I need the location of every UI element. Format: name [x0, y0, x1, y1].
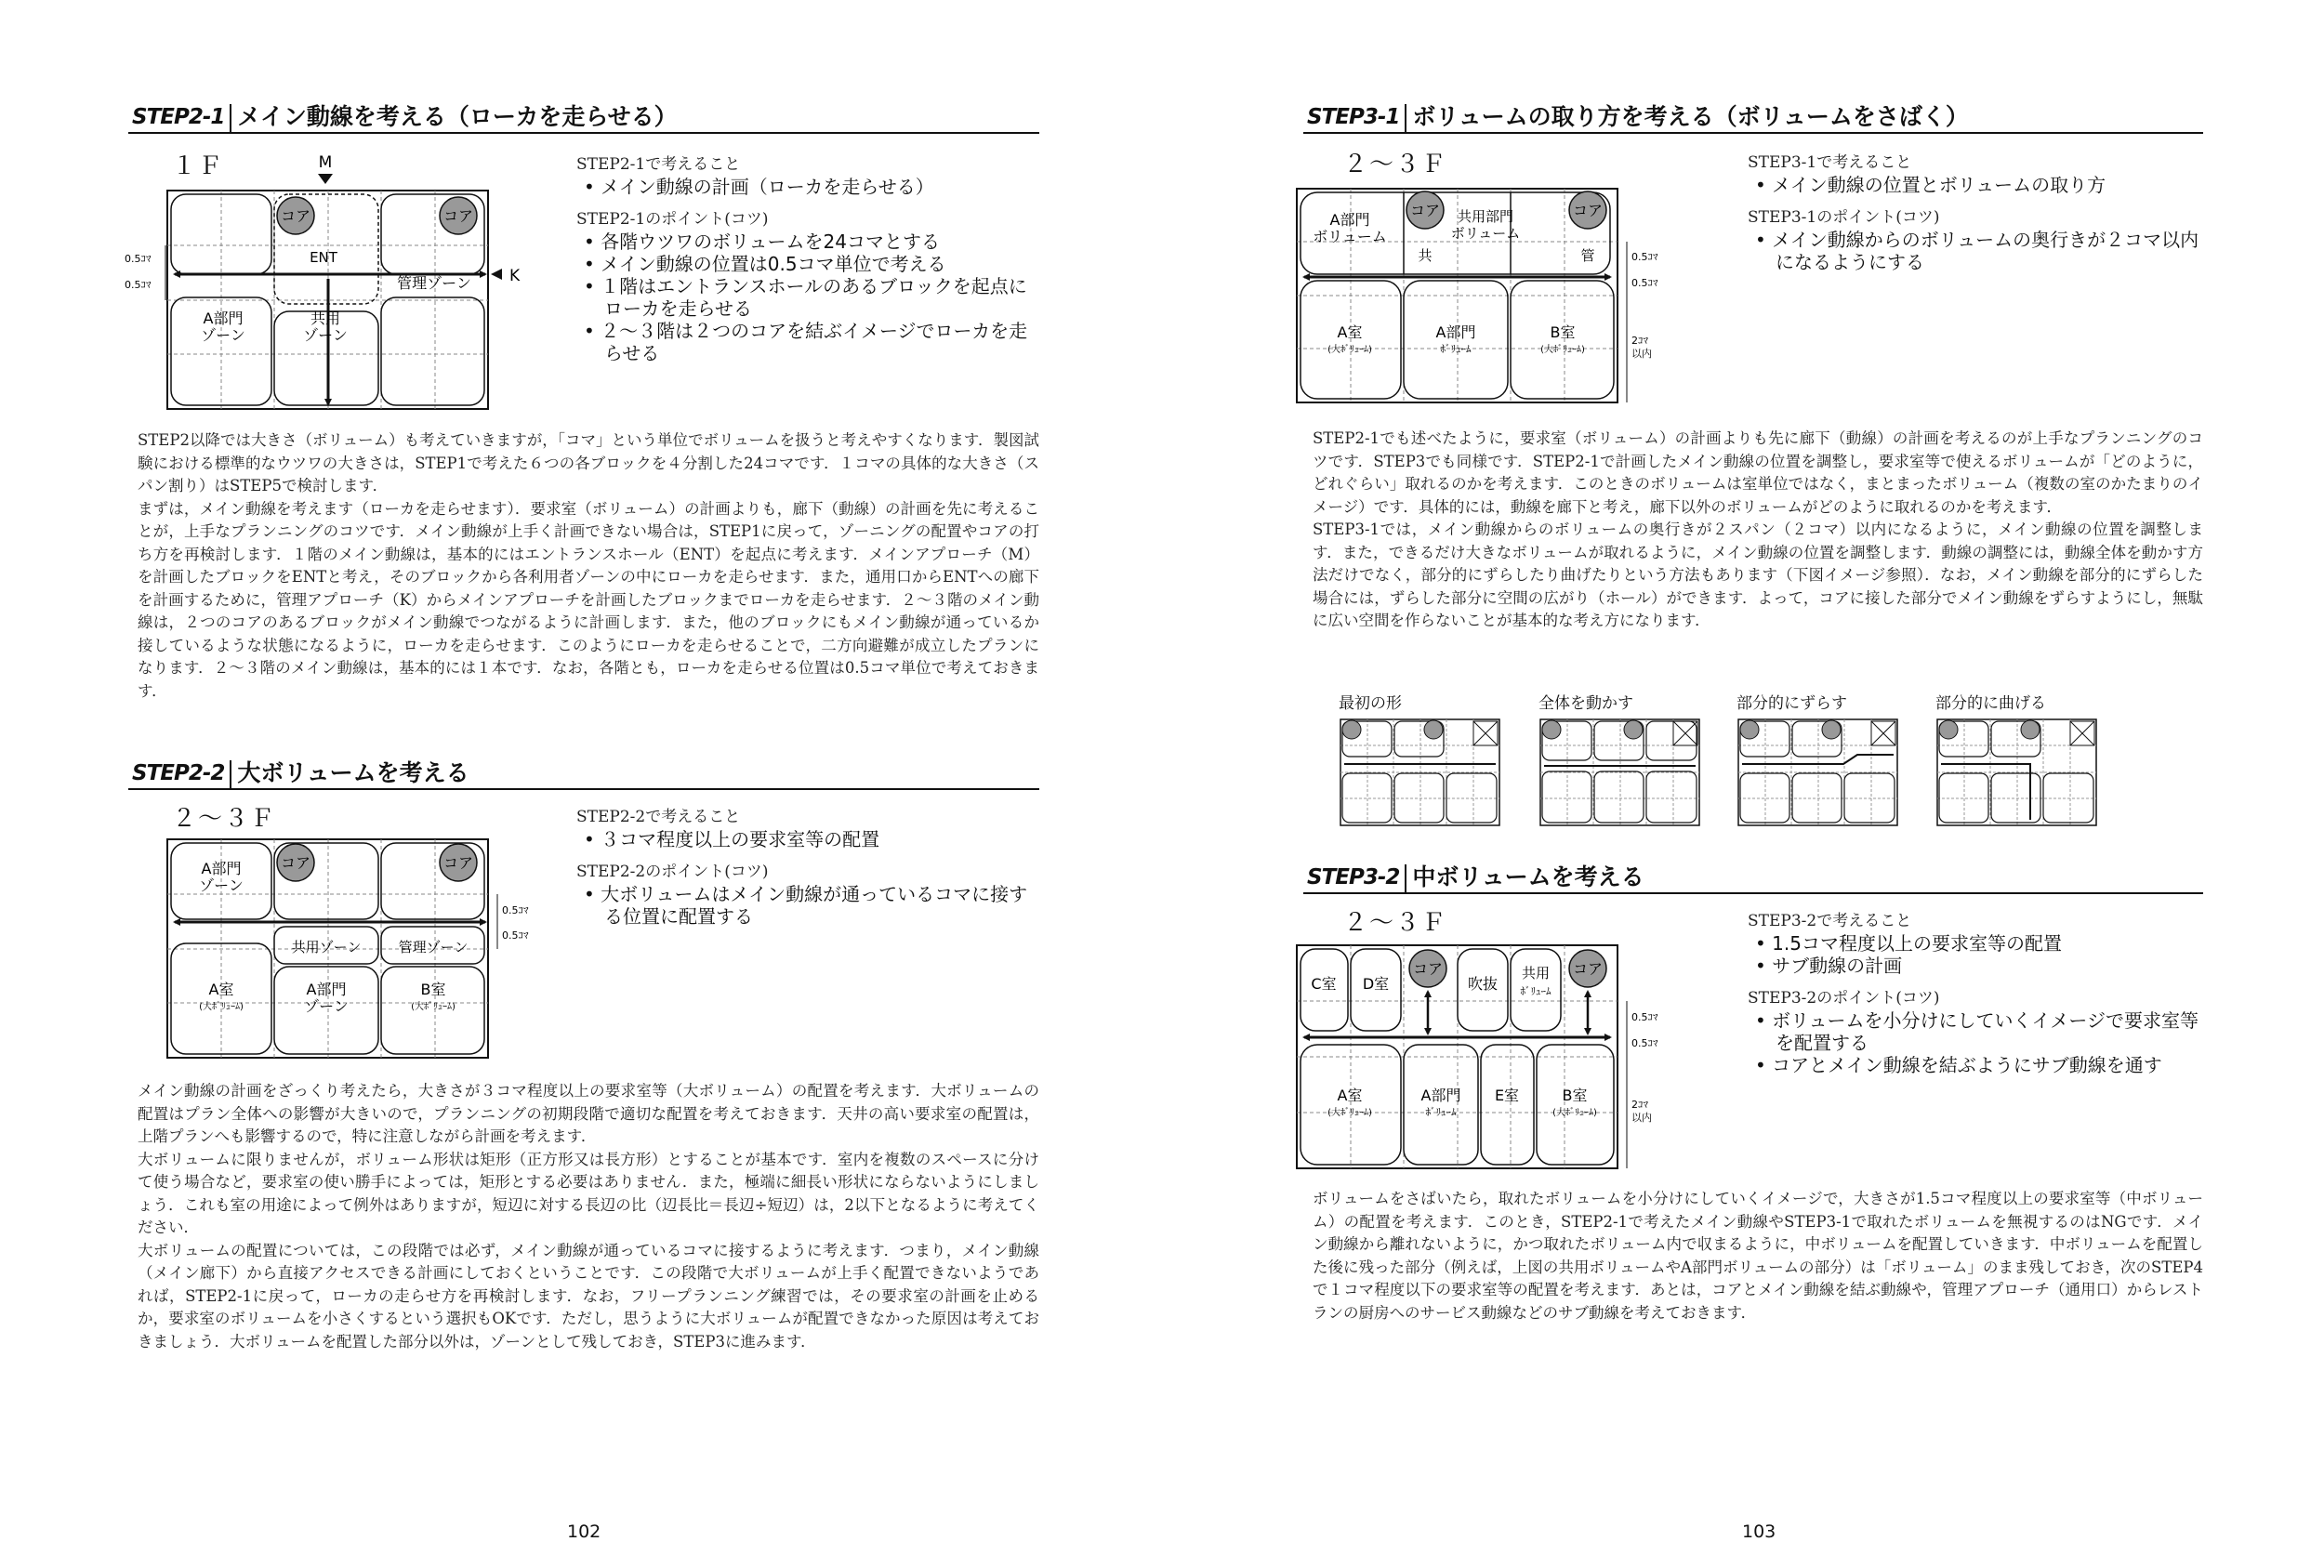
dimension-label: 0.5ｺﾏ — [1631, 277, 1658, 289]
core-label: コア — [1572, 960, 1604, 978]
main-approach-label: M — [318, 153, 333, 172]
core-label: コア — [1412, 960, 1444, 978]
step-notes — [576, 799, 1041, 928]
section-title: 大ボリュームを考える — [237, 759, 469, 786]
paragraph: 大ボリュームの配置については，この段階では必ず，メイン動線が通っているコマに接するように考えます．つまり，メイン動線（メイン廊下）から直接アクセスできる計画にしておくということです．この段階で大ボリュームが上手く配置できないようであれば，STEP2-1に戻って，ローカの走らせ方を再検討します．なお，フリープランニング練習では，その要求室の計画を止めるか，要求室のボリュームを小さくするという選択もOKです．ただし，思うように大ボリュームが配置できなかった原因は考えておきましょう．大ボリュームを配置した部分以外は，ゾーンとして残しておき，STEP3に進みます． — [138, 1241, 1039, 1351]
zone-label: A部門 — [201, 860, 242, 877]
dimension-label: 2ｺﾏ — [1631, 1099, 1648, 1111]
points-heading: STEP3-2のポイント(コツ) — [1748, 989, 1940, 1008]
zone-label: A部門 — [306, 981, 347, 998]
floor-label: ２～３Ｆ — [172, 805, 277, 833]
right-page — [1162, 0, 2324, 1568]
body-text — [138, 1080, 1039, 1353]
dimension-label: 2ｺﾏ — [1631, 335, 1648, 347]
consider-item: • ３コマ程度以上の要求室等の配置 — [576, 828, 1041, 850]
room-label: C室 — [1311, 975, 1337, 993]
section-title: メイン動線を考える（ローカを走らせる） — [237, 103, 678, 130]
room-sub-label: (大ﾎﾞﾘｭｰﾑ) — [199, 1002, 244, 1012]
volume-label: 共用 — [1521, 965, 1551, 982]
section-title: 中ボリュームを考える — [1412, 863, 1644, 890]
dimension-label: 0.5ｺﾏ — [1631, 251, 1658, 263]
point-item: • メイン動線からのボリュームの奥行きが２コマ以内になるようにする — [1748, 229, 2212, 273]
point-item: • 各階ウツワのボリュームを24コマとする — [576, 231, 1041, 253]
point-item: • メイン動線の位置は0.5コマ単位で考える — [576, 253, 1041, 275]
step-label: STEP3-1 — [1303, 104, 1406, 132]
zone-label: ゾーン — [199, 876, 244, 894]
volume-label: ボリューム — [1313, 228, 1387, 245]
floor-label: ２～３Ｆ — [1343, 909, 1448, 937]
zone-label: A部門 — [203, 310, 244, 327]
consider-heading: STEP2-2で考えること — [576, 808, 741, 826]
volume-label: ボリューム — [1450, 225, 1521, 242]
floor-label: ２～３Ｆ — [1343, 151, 1448, 178]
step-label: STEP2-2 — [128, 760, 231, 788]
mini-diagram-label: 部分的に曲げる — [1935, 694, 2046, 713]
room-label: A室 — [208, 981, 234, 998]
paragraph: STEP3-1では，メイン動線からのボリュームの奥行きが２スパン（２コマ）以内になるように，メイン動線の位置を調整します．また，できるだけ大きなボリュームが取れるように，メイン動線の位置を調整します．動線の調整には，動線全体を動かす方法だけでなく，部分的にずらしたり曲げたりという方法もあります（下図イメージ参照）．なお，メイン動線を部分的にずらした場合には，ずらした部分に空間の広がり（ホール）ができます．よって，コアに接した部分でメイン動線をずらすようにし，無駄に広い空間を作らないことが基本的な考え方になります． — [1313, 520, 2203, 629]
kanri-zone-label: 管理ゾーン — [397, 274, 471, 292]
points-heading: STEP2-2のポイント(コツ) — [576, 863, 769, 881]
core-label: コア — [442, 207, 474, 225]
consider-heading: STEP3-2で考えること — [1748, 912, 1912, 930]
paragraph: 大ボリュームに限りませんが，ボリューム形状は矩形（正方形又は長方形）とすることが基本です．室内を複数のスペースに分けて使う場合など，要求室の使い勝手によっては，矩形とする必要はありません．また，極端に細長い形状にならないようにしましょう．これも室の用途によって例外はありますが，短辺に対する長辺の比（辺長比＝長辺÷短辺）は，2以下となるように考えてください． — [138, 1150, 1039, 1236]
core-label: コア — [280, 854, 311, 872]
dimension-label: 0.5ｺﾏ — [1631, 1037, 1658, 1049]
point-item: • 大ボリュームはメイン動線が通っているコマに接する位置に配置する — [576, 883, 1041, 928]
room-label: B室 — [420, 981, 446, 998]
section-step2-2 — [0, 0, 1162, 1487]
room-sub-label: (大ﾎﾞﾘｭｰﾑ) — [1327, 1108, 1372, 1118]
room-label: A室 — [1337, 323, 1363, 341]
room-sub-label: (大ﾎﾞﾘｭｰﾑ) — [1540, 345, 1585, 355]
kanri-zone-label: 管理ゾーン — [398, 939, 469, 955]
core-label: コア — [280, 207, 311, 225]
room-label: 吹抜 — [1467, 975, 1499, 993]
zone-label: ゾーン — [304, 997, 349, 1015]
step-label: STEP2-1 — [128, 104, 231, 132]
volume-label: ﾎﾞﾘｭｰﾑ — [1440, 343, 1472, 355]
volume-label: 共 — [1418, 247, 1433, 264]
dimension-label: 0.5ｺﾏ — [502, 904, 529, 916]
ent-label: ENT — [310, 249, 337, 266]
room-label: B室 — [1550, 323, 1576, 341]
dimension-label: 以内 — [1631, 1112, 1652, 1124]
paragraph: STEP2以降では大きさ（ボリューム）も考えていきますが，「コマ」という単位でボリュームを扱うと考えやすくなります．製図試験における標準的なウツワの大きさは，STEP1で考えた６つの各ブロックを４分割した24コマです．１コマの具体的な大きさ（スパン割り）はSTEP5で検討します． — [138, 431, 1039, 494]
room-label: A室 — [1337, 1087, 1363, 1104]
room-label: E室 — [1494, 1087, 1520, 1104]
point-item: • ボリュームを小分けにしていくイメージで要求室等を配置する — [1748, 1009, 2212, 1054]
dimension-label: 0.5ｺﾏ — [502, 929, 529, 942]
consider-heading: STEP2-1で考えること — [576, 155, 741, 174]
room-label: D室 — [1362, 975, 1390, 993]
dimension-label: 0.5ｺﾏ — [1631, 1011, 1658, 1023]
point-item: • ２～３階は２つのコアを結ぶイメージでローカを走らせる — [576, 320, 1041, 364]
mini-diagram-label: 全体を動かす — [1538, 694, 1633, 713]
volume-label: ﾎﾞﾘｭｰﾑ — [1425, 1106, 1457, 1118]
room-sub-label: (大ﾎﾞﾘｭｰﾑ) — [1327, 345, 1372, 355]
point-item: • コアとメイン動線を結ぶようにサブ動線を通す — [1748, 1054, 2212, 1076]
zone-label: ゾーン — [201, 326, 245, 344]
section-header — [1303, 864, 2203, 894]
step-label: STEP3-2 — [1303, 864, 1406, 892]
dimension-label: 0.5ｺﾏ — [125, 279, 152, 291]
volume-label: A部門 — [1420, 1087, 1461, 1104]
page-number: 103 — [1742, 1522, 1776, 1542]
room-label: B室 — [1562, 1087, 1588, 1104]
floor-plan-diagram-middle-volume — [1292, 941, 1710, 1182]
page-number: 102 — [567, 1522, 601, 1542]
core-label: コア — [442, 854, 474, 872]
consider-item: • サブ動線の計画 — [1748, 955, 2212, 977]
paragraph: STEP2-1でも述べたように，要求室（ボリューム）の計画よりも先に廊下（動線）の計画を考えるのが上手なプランニングのコツです．STEP3でも同様です．STEP2-1で計画したメイン動線の位置を調整し，要求室等で使えるボリュームが「どのように，どれぐらい」取れるのかを考えます．このときのボリュームは室単位ではなく，まとまったボリューム（複数の室のかたまりのイメージ）です．具体的には，動線を廊下と考え，廊下以外のボリュームがどのように取れるのかを考えます． — [1313, 429, 2203, 516]
step-notes — [1748, 903, 2212, 1076]
point-item: • １階はエントランスホールのあるブロックを起点にローカを走らせる — [576, 275, 1041, 320]
paragraph: ボリュームをさばいたら，取れたボリュームを小分けにしていくイメージで，大きさが1.5コマ程度以上の要求室等（中ボリューム）の配置を考えます．このとき，STEP2-1で考えたメイン動線やSTEP3-1で取れたボリュームを無視するのはNGです．メイン動線から離れないように，かつ取れたボリューム内で収まるように，中ボリュームを配置していきます．中ボリュームを配置した後に残った部分（例えば，上図の共用ボリュームやA部門ボリュームの部分）は「ボリューム」のまま残しておき，次のSTEP4で１コマ程度以下の要求室等の配置を考えます．あとは，コアとメイン動線を結ぶ動線や，管理アプローチ（通用口）からレストランの厨房へのサービス動線などのサブ動線を考えておきます． — [1313, 1190, 2203, 1322]
consider-item: • 1.5コマ程度以上の要求室等の配置 — [1748, 932, 2212, 955]
points-heading: STEP2-1のポイント(コツ) — [576, 210, 769, 229]
consider-heading: STEP3-1で考えること — [1748, 153, 1912, 172]
section-header — [128, 760, 1039, 790]
volume-label: A部門 — [1435, 323, 1476, 341]
kyoyo-zone-label: 共用ゾーン — [291, 939, 362, 955]
zone-label: ゾーン — [303, 326, 348, 344]
kanri-approach-label: K — [509, 267, 521, 285]
core-label: コア — [1572, 202, 1604, 219]
volume-label: 管 — [1580, 247, 1595, 264]
dimension-label: 以内 — [1631, 348, 1652, 360]
mini-diagram-label: 部分的にずらす — [1736, 694, 1847, 713]
paragraph: メイン動線の計画をざっくり考えたら，大きさが３コマ程度以上の要求室等（大ボリューム）の配置を考えます．大ボリュームの配置はプラン全体への影響が大きいので，プランニングの初期段階で適切な配置を考えておきます．天井の高い要求室の配置は，上階プランへも影響するので，特に注意しながら計画を考えます． — [138, 1082, 1039, 1145]
mini-diagram-label: 最初の形 — [1339, 694, 1402, 713]
volume-label: 共用部門 — [1457, 208, 1514, 225]
consider-item: • メイン動線の計画（ローカを走らせる） — [576, 176, 1041, 198]
section-step3-2 — [1162, 0, 2324, 1394]
volume-label: ﾎﾞﾘｭｰﾑ — [1520, 985, 1552, 997]
section-title: ボリュームの取り方を考える（ボリュームをさばく） — [1412, 103, 1969, 130]
volume-label: A部門 — [1329, 211, 1370, 229]
floor-plan-diagram-2-3f — [121, 835, 548, 1067]
body-text — [1313, 1188, 2203, 1324]
dimension-label: 0.5ｺﾏ — [125, 253, 152, 265]
room-sub-label: (大ﾎﾞﾘｭｰﾑ) — [1552, 1108, 1597, 1118]
room-sub-label: (大ﾎﾞﾘｭｰﾑ) — [411, 1002, 456, 1012]
zone-label: 共用 — [310, 310, 341, 327]
core-label: コア — [1409, 202, 1441, 219]
floor-label: １Ｆ — [172, 152, 225, 180]
consider-item: • メイン動線の位置とボリュームの取り方 — [1748, 174, 2212, 196]
paragraph: まずは，メイン動線を考えます（ローカを走らせます）．要求室（ボリューム）の計画よりも，廊下（動線）の計画を先に考えることが，上手なプランニングのコツです．メイン動線が上手く計画できない場合は，STEP1に戻って，ゾーニングの配置やコアの打ち方を再検討します．１階のメイン動線は，基本的にはエントランスホール（ENT）を起点に考えます．メインアプローチ（M）を計画したブロックをENTと考え，そのブロックから各利用者ゾーンの中にローカを走らせます．また，通用口からENTへの廊下を計画するために，管理アプローチ（K）からメインアプローチを計画したブロックまでローカを走らせます．２～３階のメイン動線は，２つのコアのあるブロックがメイン動線でつながるように計画します．また，他のブロックにもメイン動線が通っているか接しているような状態になるように，ローカを走らせます．このようにローカを走らせることで，二方向避難が成立したプランになります．２～３階のメイン動線は，基本的には１本です．なお，各階とも，ローカを走らせる位置は0.5コマ単位で考えておきます． — [138, 499, 1039, 700]
points-heading: STEP3-1のポイント(コツ) — [1748, 208, 1940, 227]
